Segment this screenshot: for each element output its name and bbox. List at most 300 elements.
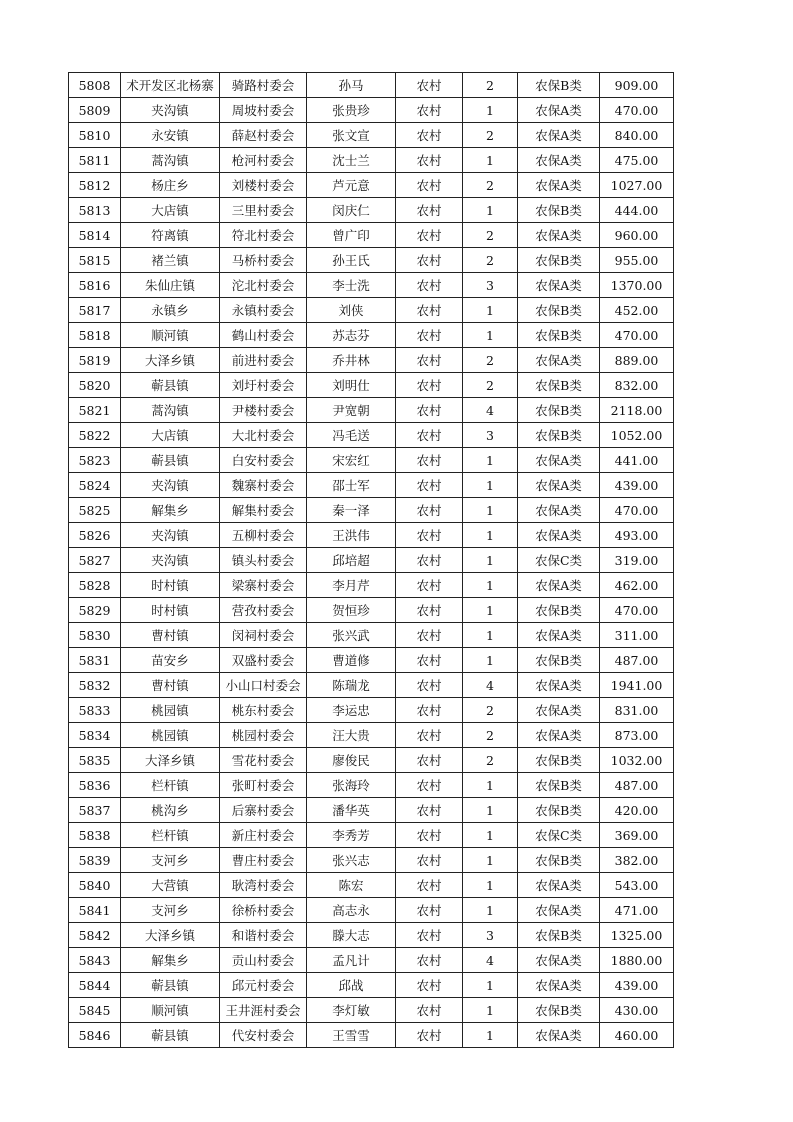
person-name-cell: 冯毛送 [307,423,396,448]
row-number: 5845 [69,998,121,1023]
table-row [69,423,674,448]
person-count-cell: 2 [463,748,518,773]
table-row [69,248,674,273]
person-name-cell: 邱战 [307,973,396,998]
amount-cell: 470.00 [600,498,674,523]
township-cell: 符离镇 [121,223,220,248]
table-row [69,523,674,548]
person-count-cell: 1 [463,798,518,823]
household-type-cell: 农村 [396,473,463,498]
amount-cell: 832.00 [600,373,674,398]
household-type-cell: 农村 [396,873,463,898]
village-committee-cell: 代安村委会 [220,1023,307,1048]
insurance-category-cell: 农保A类 [518,148,600,173]
household-type-cell: 农村 [396,748,463,773]
row-number: 5842 [69,923,121,948]
township-cell: 杨庄乡 [121,173,220,198]
insurance-category-cell: 农保B类 [518,398,600,423]
person-name-cell: 张兴武 [307,623,396,648]
village-committee-cell: 刘楼村委会 [220,173,307,198]
row-number: 5814 [69,223,121,248]
person-name-cell: 尹宽朝 [307,398,396,423]
table-row [69,748,674,773]
insurance-category-cell: 农保A类 [518,973,600,998]
person-name-cell: 李秀芳 [307,823,396,848]
household-type-cell: 农村 [396,498,463,523]
township-cell: 大店镇 [121,423,220,448]
person-name-cell: 张文宣 [307,123,396,148]
amount-cell: 2118.00 [600,398,674,423]
person-count-cell: 4 [463,673,518,698]
row-number: 5833 [69,698,121,723]
household-type-cell: 农村 [396,373,463,398]
village-committee-cell: 桃园村委会 [220,723,307,748]
row-number: 5843 [69,948,121,973]
village-committee-cell: 周坡村委会 [220,98,307,123]
township-cell: 栏杆镇 [121,773,220,798]
village-committee-cell: 张町村委会 [220,773,307,798]
township-cell: 蕲县镇 [121,373,220,398]
amount-cell: 471.00 [600,898,674,923]
table-row [69,473,674,498]
amount-cell: 382.00 [600,848,674,873]
household-type-cell: 农村 [396,948,463,973]
household-type-cell: 农村 [396,973,463,998]
village-committee-cell: 五柳村委会 [220,523,307,548]
row-number: 5820 [69,373,121,398]
row-number: 5812 [69,173,121,198]
household-type-cell: 农村 [396,673,463,698]
insurance-category-cell: 农保A类 [518,498,600,523]
amount-cell: 840.00 [600,123,674,148]
insurance-category-cell: 农保B类 [518,323,600,348]
row-number: 5844 [69,973,121,998]
township-cell: 朱仙庄镇 [121,273,220,298]
table-row [69,348,674,373]
row-number: 5810 [69,123,121,148]
village-committee-cell: 鹤山村委会 [220,323,307,348]
household-type-cell: 农村 [396,323,463,348]
insurance-category-cell: 农保B类 [518,748,600,773]
person-count-cell: 1 [463,998,518,1023]
amount-cell: 460.00 [600,1023,674,1048]
person-count-cell: 2 [463,348,518,373]
row-number: 5831 [69,648,121,673]
household-type-cell: 农村 [396,448,463,473]
table-row [69,973,674,998]
person-count-cell: 2 [463,123,518,148]
household-type-cell: 农村 [396,848,463,873]
village-committee-cell: 梁寨村委会 [220,573,307,598]
amount-cell: 311.00 [600,623,674,648]
person-name-cell: 贺恒珍 [307,598,396,623]
table-row [69,848,674,873]
amount-cell: 889.00 [600,348,674,373]
row-number: 5832 [69,673,121,698]
insurance-category-cell: 农保A类 [518,223,600,248]
row-number: 5836 [69,773,121,798]
person-name-cell: 李士洗 [307,273,396,298]
amount-cell: 439.00 [600,473,674,498]
township-cell: 曹村镇 [121,623,220,648]
table-row [69,98,674,123]
person-count-cell: 1 [463,548,518,573]
person-name-cell: 陈宏 [307,873,396,898]
person-count-cell: 1 [463,98,518,123]
amount-cell: 470.00 [600,598,674,623]
person-name-cell: 潘华英 [307,798,396,823]
township-cell: 蒿沟镇 [121,148,220,173]
table-row [69,448,674,473]
village-committee-cell: 和谐村委会 [220,923,307,948]
township-cell: 解集乡 [121,948,220,973]
village-committee-cell: 永镇村委会 [220,298,307,323]
person-count-cell: 1 [463,873,518,898]
person-name-cell: 廖俊民 [307,748,396,773]
village-committee-cell: 曹庄村委会 [220,848,307,873]
insurance-category-cell: 农保B类 [518,248,600,273]
row-number: 5808 [69,73,121,98]
household-type-cell: 农村 [396,823,463,848]
household-type-cell: 农村 [396,698,463,723]
household-type-cell: 农村 [396,98,463,123]
village-committee-cell: 枪河村委会 [220,148,307,173]
household-type-cell: 农村 [396,223,463,248]
amount-cell: 960.00 [600,223,674,248]
row-number: 5835 [69,748,121,773]
person-count-cell: 1 [463,1023,518,1048]
amount-cell: 369.00 [600,823,674,848]
amount-cell: 955.00 [600,248,674,273]
amount-cell: 452.00 [600,298,674,323]
table-row [69,398,674,423]
household-type-cell: 农村 [396,123,463,148]
village-committee-cell: 镇头村委会 [220,548,307,573]
row-number: 5841 [69,898,121,923]
township-cell: 术开发区北杨寨 [121,73,220,98]
table-row [69,548,674,573]
village-committee-cell: 耿湾村委会 [220,873,307,898]
household-type-cell: 农村 [396,773,463,798]
household-type-cell: 农村 [396,1023,463,1048]
row-number: 5822 [69,423,121,448]
township-cell: 大营镇 [121,873,220,898]
township-cell: 曹村镇 [121,673,220,698]
person-count-cell: 1 [463,623,518,648]
insurance-category-cell: 农保A类 [518,898,600,923]
township-cell: 大泽乡镇 [121,748,220,773]
person-name-cell: 张海玲 [307,773,396,798]
insurance-category-cell: 农保A类 [518,523,600,548]
insurance-category-cell: 农保A类 [518,173,600,198]
person-count-cell: 3 [463,923,518,948]
person-count-cell: 1 [463,298,518,323]
row-number: 5827 [69,548,121,573]
row-number: 5823 [69,448,121,473]
table-row [69,73,674,98]
person-count-cell: 2 [463,373,518,398]
village-committee-cell: 魏寨村委会 [220,473,307,498]
township-cell: 蕲县镇 [121,973,220,998]
person-name-cell: 陈瑞龙 [307,673,396,698]
roster-body [69,73,674,1048]
person-count-cell: 1 [463,598,518,623]
township-cell: 苗安乡 [121,648,220,673]
table-row [69,148,674,173]
person-count-cell: 2 [463,723,518,748]
insurance-category-cell: 农保C类 [518,548,600,573]
person-count-cell: 1 [463,523,518,548]
township-cell: 桃园镇 [121,723,220,748]
table-row [69,323,674,348]
amount-cell: 909.00 [600,73,674,98]
table-row [69,898,674,923]
row-number: 5818 [69,323,121,348]
amount-cell: 444.00 [600,198,674,223]
household-type-cell: 农村 [396,998,463,1023]
insurance-category-cell: 农保A类 [518,348,600,373]
amount-cell: 487.00 [600,773,674,798]
person-name-cell: 芦元意 [307,173,396,198]
village-committee-cell: 双盛村委会 [220,648,307,673]
table-row [69,648,674,673]
row-number: 5846 [69,1023,121,1048]
person-count-cell: 1 [463,198,518,223]
insurance-category-cell: 农保B类 [518,198,600,223]
household-type-cell: 农村 [396,73,463,98]
village-committee-cell: 骑路村委会 [220,73,307,98]
amount-cell: 470.00 [600,98,674,123]
person-count-cell: 3 [463,273,518,298]
row-number: 5825 [69,498,121,523]
person-name-cell: 李月芹 [307,573,396,598]
household-type-cell: 农村 [396,573,463,598]
amount-cell: 1052.00 [600,423,674,448]
row-number: 5821 [69,398,121,423]
insurance-category-cell: 农保B类 [518,848,600,873]
amount-cell: 462.00 [600,573,674,598]
amount-cell: 543.00 [600,873,674,898]
household-type-cell: 农村 [396,898,463,923]
township-cell: 解集乡 [121,498,220,523]
person-name-cell: 孙王氏 [307,248,396,273]
person-count-cell: 4 [463,398,518,423]
person-name-cell: 刘侠 [307,298,396,323]
village-committee-cell: 刘圩村委会 [220,373,307,398]
table-row [69,198,674,223]
person-count-cell: 1 [463,448,518,473]
table-row [69,798,674,823]
township-cell: 顺河镇 [121,998,220,1023]
table-row [69,773,674,798]
person-name-cell: 李灯敏 [307,998,396,1023]
township-cell: 时村镇 [121,598,220,623]
insurance-category-cell: 农保A类 [518,573,600,598]
person-count-cell: 2 [463,248,518,273]
village-committee-cell: 前进村委会 [220,348,307,373]
table-row [69,1023,674,1048]
insurance-category-cell: 农保B类 [518,73,600,98]
table-row [69,923,674,948]
row-number: 5815 [69,248,121,273]
village-committee-cell: 后寨村委会 [220,798,307,823]
amount-cell: 470.00 [600,323,674,348]
amount-cell: 441.00 [600,448,674,473]
person-count-cell: 2 [463,73,518,98]
household-type-cell: 农村 [396,923,463,948]
row-number: 5838 [69,823,121,848]
person-count-cell: 1 [463,898,518,923]
table-row [69,998,674,1023]
person-count-cell: 1 [463,323,518,348]
household-type-cell: 农村 [396,248,463,273]
amount-cell: 1027.00 [600,173,674,198]
table-row [69,273,674,298]
village-committee-cell: 白安村委会 [220,448,307,473]
township-cell: 永安镇 [121,123,220,148]
township-cell: 支河乡 [121,848,220,873]
person-name-cell: 邱培超 [307,548,396,573]
person-count-cell: 2 [463,173,518,198]
insurance-category-cell: 农保B类 [518,798,600,823]
village-committee-cell: 邱元村委会 [220,973,307,998]
amount-cell: 439.00 [600,973,674,998]
insurance-category-cell: 农保A类 [518,1023,600,1048]
township-cell: 桃沟乡 [121,798,220,823]
amount-cell: 493.00 [600,523,674,548]
household-type-cell: 农村 [396,173,463,198]
table-row [69,223,674,248]
person-name-cell: 乔井林 [307,348,396,373]
insurance-category-cell: 农保A类 [518,273,600,298]
person-name-cell: 宋宏红 [307,448,396,473]
person-name-cell: 张兴志 [307,848,396,873]
household-type-cell: 农村 [396,398,463,423]
household-type-cell: 农村 [396,548,463,573]
person-name-cell: 孙马 [307,73,396,98]
household-type-cell: 农村 [396,423,463,448]
township-cell: 褚兰镇 [121,248,220,273]
village-committee-cell: 营孜村委会 [220,598,307,623]
village-committee-cell: 雪花村委会 [220,748,307,773]
amount-cell: 1370.00 [600,273,674,298]
insurance-category-cell: 农保A类 [518,698,600,723]
township-cell: 时村镇 [121,573,220,598]
township-cell: 永镇乡 [121,298,220,323]
township-cell: 夹沟镇 [121,548,220,573]
household-type-cell: 农村 [396,648,463,673]
amount-cell: 1032.00 [600,748,674,773]
row-number: 5829 [69,598,121,623]
person-count-cell: 2 [463,698,518,723]
household-type-cell: 农村 [396,623,463,648]
household-type-cell: 农村 [396,198,463,223]
village-committee-cell: 桃东村委会 [220,698,307,723]
household-type-cell: 农村 [396,723,463,748]
township-cell: 大泽乡镇 [121,923,220,948]
table-row [69,123,674,148]
person-name-cell: 闵庆仁 [307,198,396,223]
table-row [69,498,674,523]
insurance-category-cell: 农保A类 [518,948,600,973]
table-row [69,948,674,973]
township-cell: 蒿沟镇 [121,398,220,423]
insurance-category-cell: 农保A类 [518,123,600,148]
person-name-cell: 苏志芬 [307,323,396,348]
insurance-category-cell: 农保A类 [518,673,600,698]
person-name-cell: 刘明仕 [307,373,396,398]
insurance-category-cell: 农保A类 [518,723,600,748]
amount-cell: 430.00 [600,998,674,1023]
person-count-cell: 1 [463,773,518,798]
person-count-cell: 3 [463,423,518,448]
township-cell: 大店镇 [121,198,220,223]
roster-table [68,72,674,1048]
row-number: 5809 [69,98,121,123]
row-number: 5839 [69,848,121,873]
row-number: 5824 [69,473,121,498]
township-cell: 蕲县镇 [121,1023,220,1048]
person-name-cell: 沈士兰 [307,148,396,173]
household-type-cell: 农村 [396,273,463,298]
table-row [69,298,674,323]
person-name-cell: 曹道修 [307,648,396,673]
village-committee-cell: 马桥村委会 [220,248,307,273]
table-row [69,698,674,723]
village-committee-cell: 闵祠村委会 [220,623,307,648]
insurance-category-cell: 农保B类 [518,923,600,948]
household-type-cell: 农村 [396,348,463,373]
row-number: 5840 [69,873,121,898]
township-cell: 夹沟镇 [121,473,220,498]
village-committee-cell: 贡山村委会 [220,948,307,973]
insurance-category-cell: 农保A类 [518,98,600,123]
village-committee-cell: 薛赵村委会 [220,123,307,148]
person-count-cell: 1 [463,498,518,523]
township-cell: 支河乡 [121,898,220,923]
township-cell: 栏杆镇 [121,823,220,848]
row-number: 5813 [69,198,121,223]
insurance-category-cell: 农保A类 [518,473,600,498]
village-committee-cell: 沱北村委会 [220,273,307,298]
village-committee-cell: 徐桥村委会 [220,898,307,923]
township-cell: 夹沟镇 [121,98,220,123]
person-name-cell: 张贵珍 [307,98,396,123]
household-type-cell: 农村 [396,598,463,623]
insurance-category-cell: 农保A类 [518,873,600,898]
table-row [69,573,674,598]
table-row [69,373,674,398]
row-number: 5830 [69,623,121,648]
row-number: 5811 [69,148,121,173]
insurance-category-cell: 农保B类 [518,423,600,448]
village-committee-cell: 符北村委会 [220,223,307,248]
person-name-cell: 汪大贵 [307,723,396,748]
amount-cell: 475.00 [600,148,674,173]
village-committee-cell: 解集村委会 [220,498,307,523]
insurance-category-cell: 农保A类 [518,623,600,648]
person-name-cell: 邵士军 [307,473,396,498]
person-name-cell: 王雪雪 [307,1023,396,1048]
row-number: 5834 [69,723,121,748]
person-count-cell: 1 [463,973,518,998]
amount-cell: 319.00 [600,548,674,573]
insurance-category-cell: 农保B类 [518,373,600,398]
household-type-cell: 农村 [396,798,463,823]
table-row [69,623,674,648]
row-number: 5817 [69,298,121,323]
person-name-cell: 高志永 [307,898,396,923]
